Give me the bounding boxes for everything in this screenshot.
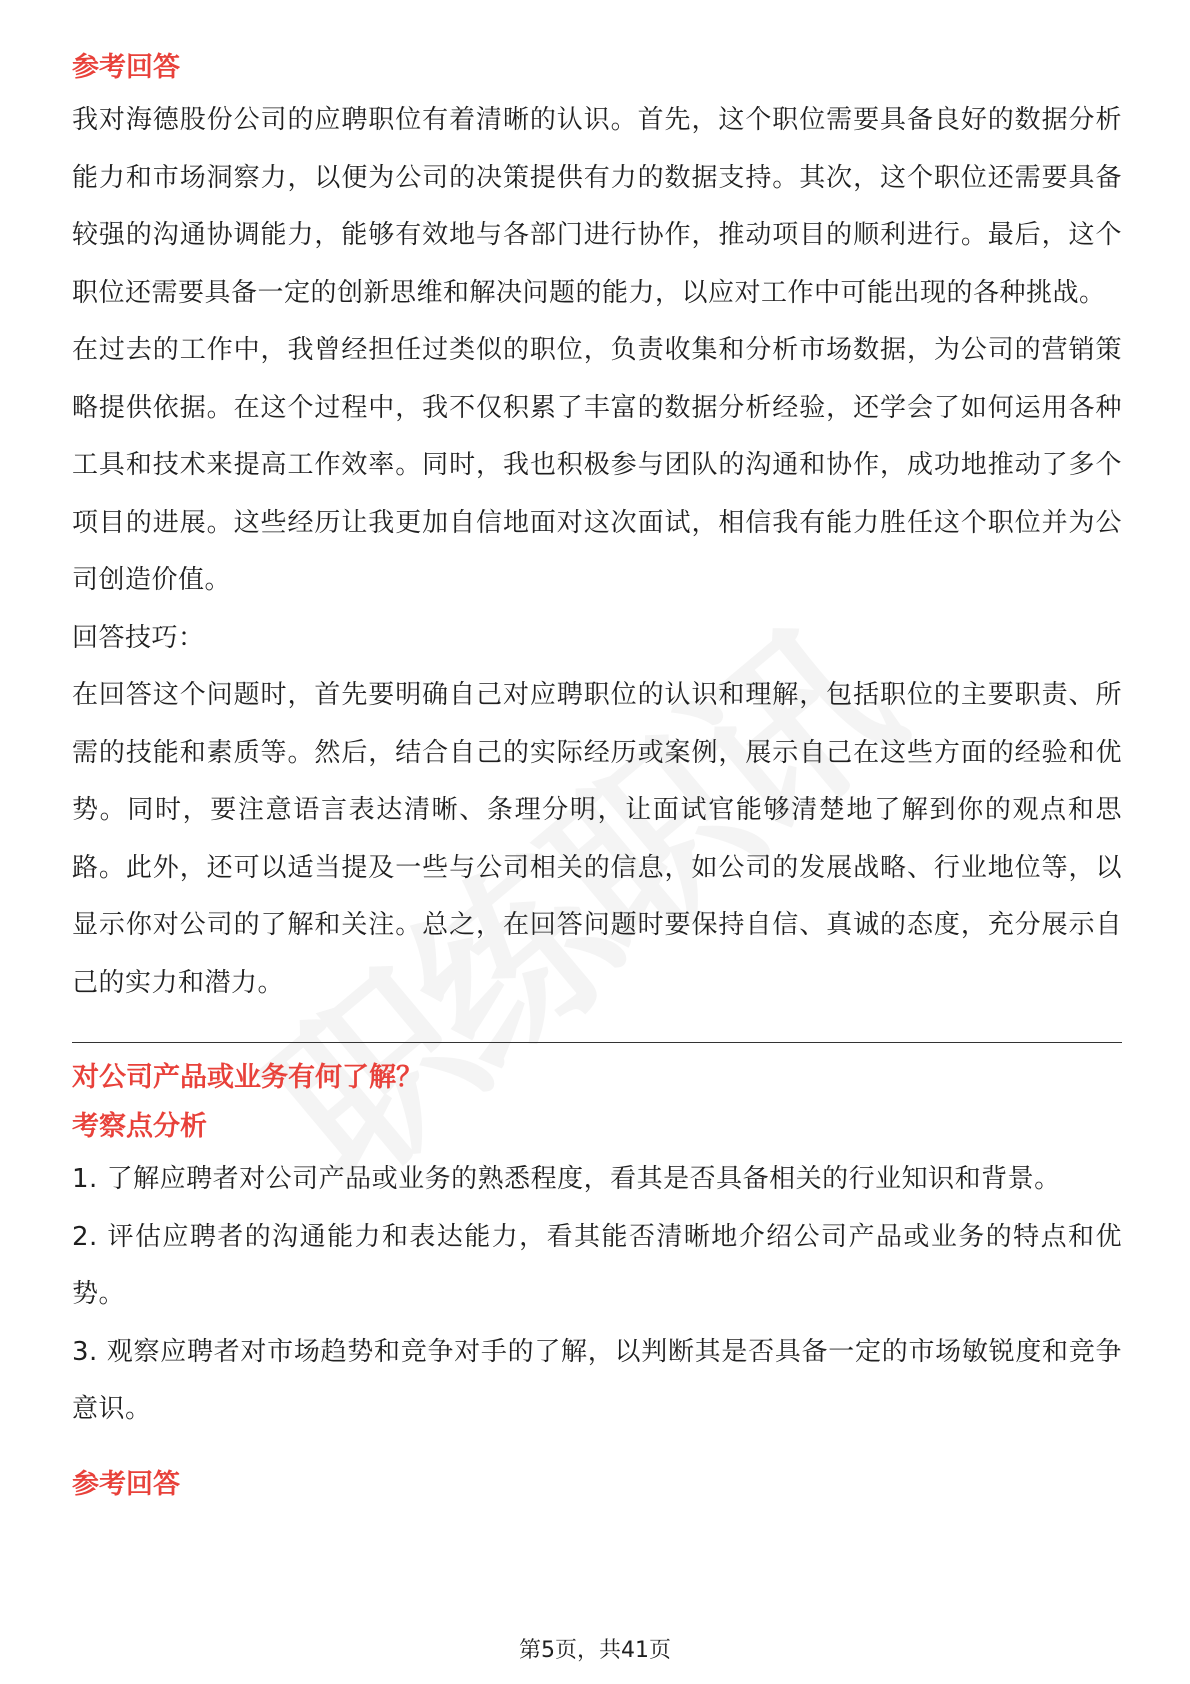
page-number: 第5页，共41页 [519,1638,671,1663]
answer-tips-label: 回答技巧： [72,622,205,653]
question-title: 对公司产品或业务有何了解？ [72,1062,423,1093]
section-divider [72,1042,1122,1043]
reference-answer-heading-2: 参考回答 [72,1468,180,1500]
reference-answer-heading: 参考回答 [72,52,180,83]
answer-tips-text: 在回答这个问题时，首先要明确自己对应聘职位的认识和理解，包括职位的主要职责、所需的技能和素质等。然后，结合自己的实际经历或案例，展示自己在这些方面的经验和优势。同时，要注意语言表达清晰、条理分明，让面试官能够清楚地了解到你的观点和思路。此外，还可以适当提及一些与公司相关的信息，如公司的发展战略、行业地位等，以显示你对公司的了解和关注。总之，在回答问题时要保持自信、真诚的态度，充分展示自己的实力和潜力。 [72,680,1122,998]
document-page [72,44,1122,1509]
answer-paragraph-1: 我对海德股份公司的应聘职位有着清晰的认识。首先，这个职位需要具备良好的数据分析能力和市场洞察力，以便为公司的决策提供有力的数据支持。其次，这个职位还需要具备较强的沟通协调能力，能够有效地与各部门进行协作，推动项目的顺利进行。最后，这个职位还需要具备一定的创新思维和解决问题的能力，以应对工作中可能出现的各种挑战。 [72,105,1122,308]
analysis-point-1: 1. 了解应聘者对公司产品或业务的熟悉程度，看其是否具备相关的行业知识和背景。 [72,1164,1061,1194]
analysis-point-3: 3. 观察应聘者对市场趋势和竞争对手的了解，以判断其是否具备一定的市场敏锐度和竞争意识。 [72,1336,1122,1424]
analysis-heading: 考察点分析 [72,1111,207,1142]
answer-paragraph-2: 在过去的工作中，我曾经担任过类似的职位，负责收集和分析市场数据，为公司的营销策略提供依据。在这个过程中，我不仅积累了丰富的数据分析经验，还学会了如何运用各种工具和技术来提高工作效率。同时，我也积极参与团队的沟通和协作，成功地推动了多个项目的进展。这些经历让我更加自信地面对这次面试，相信我有能力胜任这个职位并为公司创造价值。 [72,335,1122,595]
analysis-point-2: 2. 评估应聘者的沟通能力和表达能力，看其能否清晰地介绍公司产品或业务的特点和优势。 [72,1221,1122,1309]
